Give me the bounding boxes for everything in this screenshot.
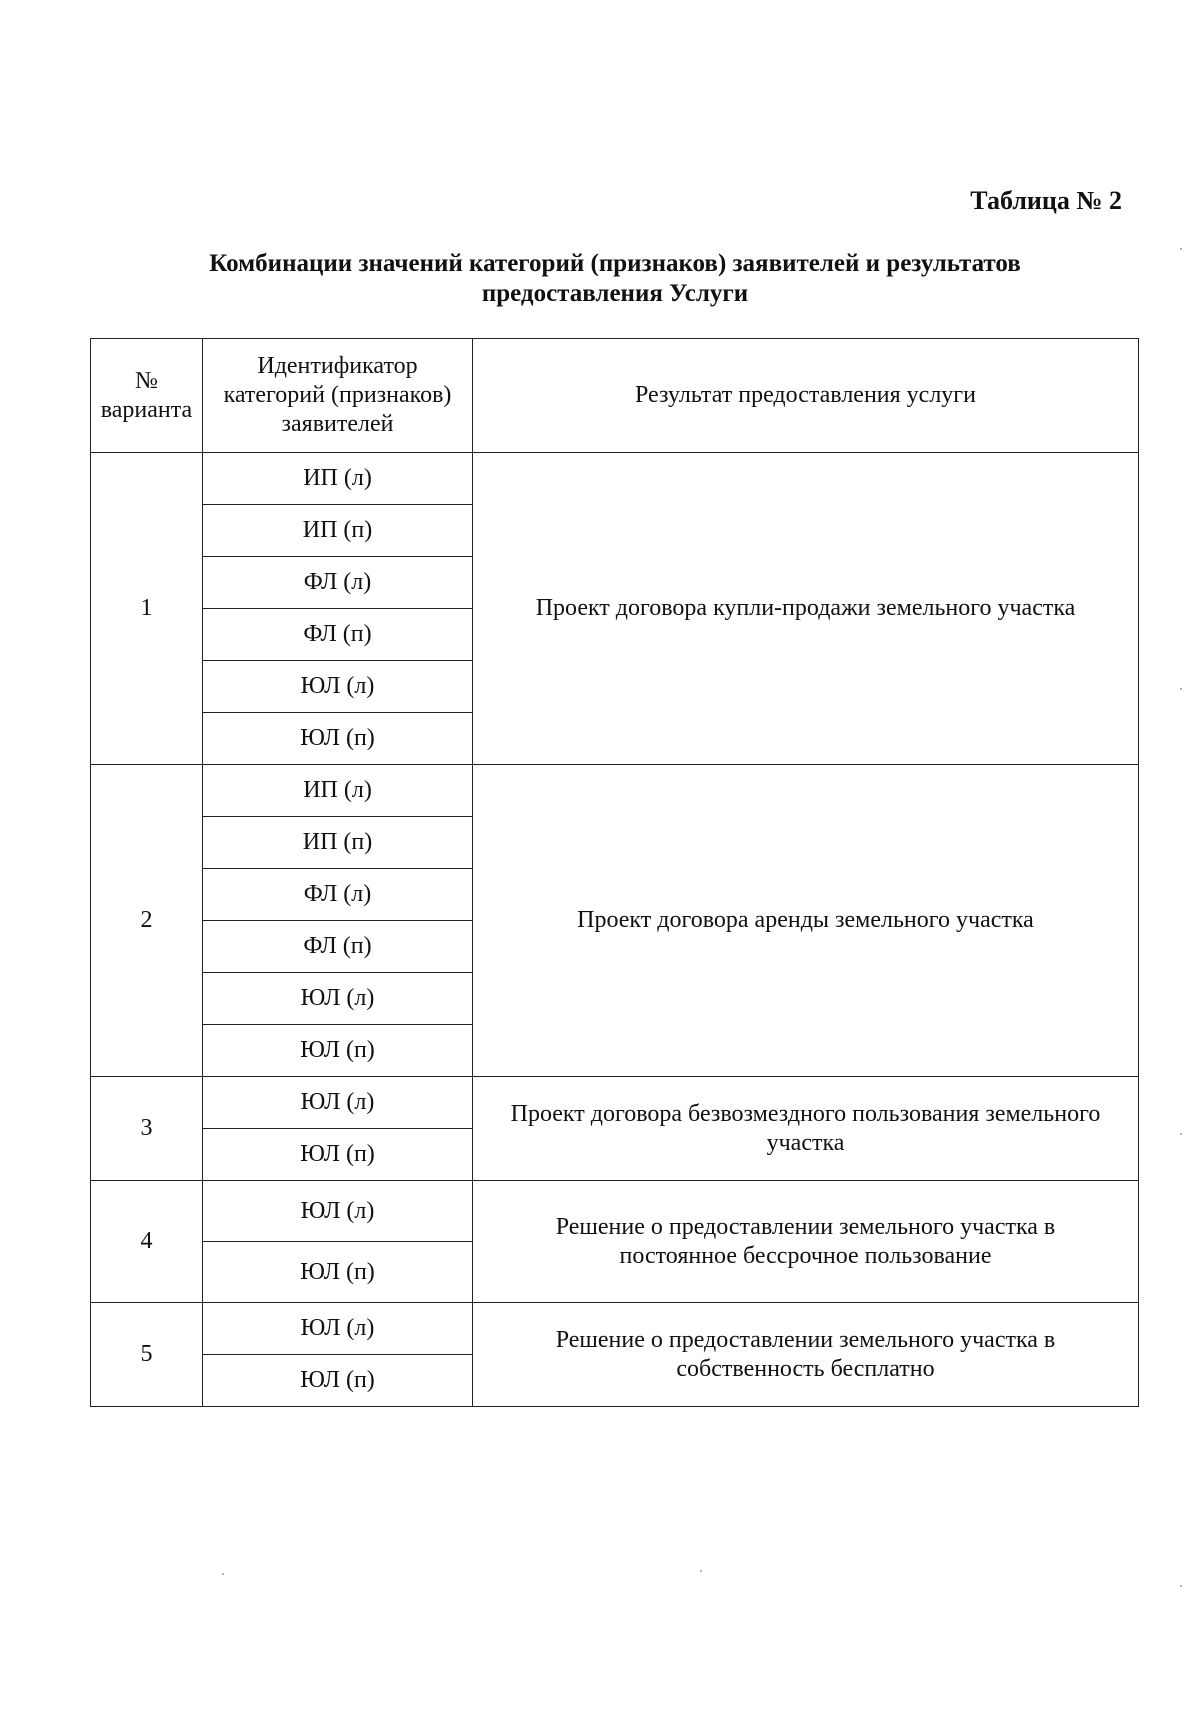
scan-speck — [1180, 248, 1182, 250]
table-row — [91, 453, 1139, 505]
table-row — [91, 1303, 1139, 1355]
variant-number-cell: 3 — [91, 1077, 203, 1181]
result-text: Решение о предоставлении земельного участка в — [555, 1213, 1056, 1240]
scan-speck — [1180, 1133, 1182, 1135]
scan-speck — [1180, 1585, 1182, 1587]
result-text: участка — [766, 1129, 845, 1156]
applicant-code-cell: ФЛ (п) — [203, 609, 473, 661]
header-applicant-identifier — [203, 339, 473, 453]
applicant-code-cell: ЮЛ (л) — [203, 661, 473, 713]
document-title — [90, 249, 1140, 309]
applicant-code-cell: ФЛ (л) — [203, 869, 473, 921]
result-cell — [473, 1181, 1139, 1303]
result-cell — [473, 1077, 1139, 1181]
table-row — [91, 1181, 1139, 1242]
applicant-code-cell: ЮЛ (п) — [203, 1129, 473, 1181]
title-line: Комбинации значений категорий (признаков) заявителей и результатов — [209, 250, 1021, 277]
header-row — [91, 339, 1139, 453]
applicant-code-cell: ЮЛ (п) — [203, 1242, 473, 1303]
applicant-code-cell: ЮЛ (л) — [203, 973, 473, 1025]
header-service-result — [473, 339, 1139, 453]
variant-number-cell: 4 — [91, 1181, 203, 1303]
applicant-code-cell: ФЛ (л) — [203, 557, 473, 609]
header-text: заявителей — [281, 411, 394, 437]
applicant-code-cell: ФЛ (п) — [203, 921, 473, 973]
combinations-table — [90, 338, 1139, 1407]
result-text: Проект договора купли-продажи земельного участка — [535, 595, 1076, 621]
table-row — [91, 1077, 1139, 1129]
title-line: предоставления Услуги — [481, 280, 749, 307]
scan-speck — [700, 1570, 702, 1572]
applicant-code-cell: ИП (л) — [203, 765, 473, 817]
scan-speck — [222, 1573, 224, 1575]
variant-number-cell: 1 — [91, 453, 203, 765]
header-text: варианта — [100, 396, 193, 423]
applicant-code-cell: ИП (л) — [203, 453, 473, 505]
result-text: собственность бесплатно — [676, 1355, 935, 1382]
table-number-label: Таблица № 2 — [970, 186, 1122, 215]
applicant-code-cell: ЮЛ (п) — [203, 1355, 473, 1407]
applicant-code-cell: ЮЛ (п) — [203, 713, 473, 765]
applicant-code-cell: ИП (п) — [203, 817, 473, 869]
result-cell — [473, 765, 1139, 1077]
applicant-code-cell: ЮЛ (л) — [203, 1181, 473, 1242]
applicant-code-cell: ЮЛ (л) — [203, 1077, 473, 1129]
result-cell — [473, 453, 1139, 765]
applicant-code-cell: ИП (п) — [203, 505, 473, 557]
header-text: № — [135, 367, 158, 394]
applicant-code-cell: ЮЛ (п) — [203, 1025, 473, 1077]
result-text: Решение о предоставлении земельного участка в — [555, 1326, 1056, 1353]
table-row — [91, 765, 1139, 817]
header-text: Идентификатор — [257, 353, 418, 379]
applicant-code-cell: ЮЛ (л) — [203, 1303, 473, 1355]
result-text: Проект договора безвозмездного пользования земельного — [510, 1100, 1101, 1127]
variant-number-cell: 5 — [91, 1303, 203, 1407]
variant-number-cell: 2 — [91, 765, 203, 1077]
result-text: Проект договора аренды земельного участка — [577, 907, 1034, 933]
result-cell — [473, 1303, 1139, 1407]
scan-speck — [1180, 688, 1182, 690]
result-text: постоянное бессрочное пользование — [619, 1242, 992, 1269]
header-text: Результат предоставления услуги — [635, 382, 976, 408]
header-variant-number — [91, 339, 203, 453]
header-text: категорий (признаков) — [223, 382, 452, 408]
